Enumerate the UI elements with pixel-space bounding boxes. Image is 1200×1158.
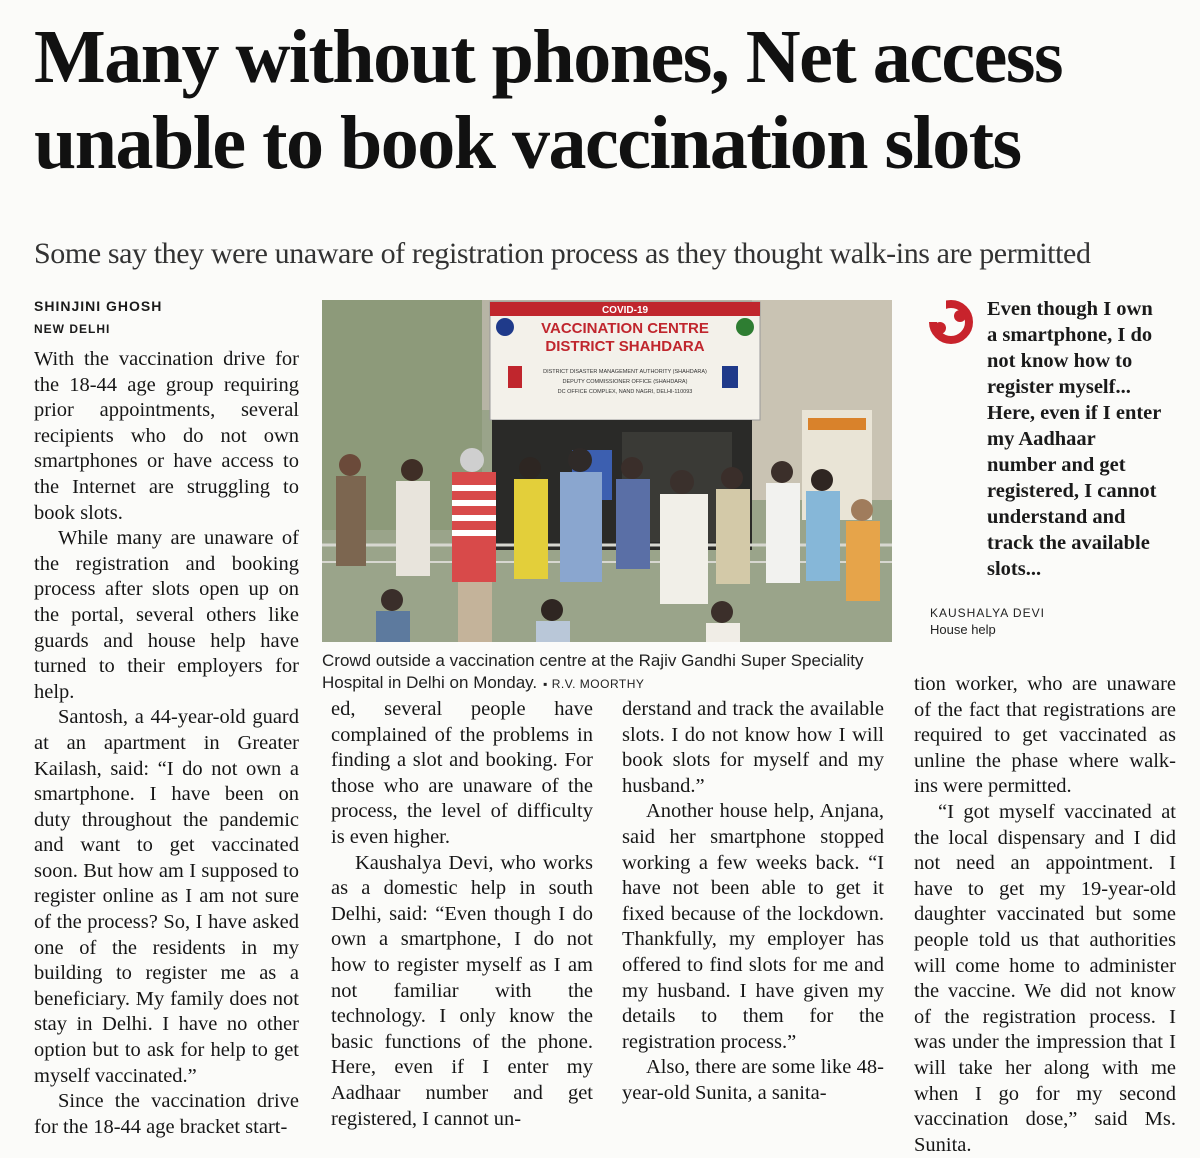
article-column-2 (331, 697, 593, 1132)
paragraph: Santosh, a 44-year-old guard at an apartment in Greater Kailash, said: “I do not own a smartphone. I have been on duty throughout the pandemic and want to get vaccinated soon. But how am I supposed to register online as I am not sure of the process? So, I have asked one of the residents in my building to register me as a beneficiary. My family does not stay in Delhi. I have no other option but to ask for help to get myself vaccinated.” (34, 706, 299, 1087)
sign-top: COVID-19 (601, 305, 649, 316)
pull-quote-role: House help (930, 622, 996, 637)
headline-line-2: unable to book vaccination slots (34, 101, 1021, 185)
article-column-4 (914, 672, 1176, 1158)
dateline: NEW DELHI (34, 322, 111, 336)
paragraph: Since the vaccination drive for the 18-44 age bracket start- (34, 1090, 299, 1138)
quote-mark-icon (928, 300, 974, 344)
paragraph: ed, several people have complained of the problems in finding a slot and booking. For those who are unaware of the process, the level of difficulty is even higher. (331, 698, 593, 848)
paragraph: While many are unaware of the registration and booking process after slots open up on the portal, several others like guards and house help have turned to their employers for help. (34, 527, 299, 703)
headline-line-1: Many without phones, Net access (34, 15, 1063, 99)
pull-quote-name: KAUSHALYA DEVI (930, 606, 1045, 620)
pull-quote: Even though I own a smartphone, I do not know how to register myself... Here, even if I enter my Aadhaar number and get registered, I cannot understand and track the available slots... (987, 298, 1161, 580)
photo-credit: ▪ R.V. MOORTHY (543, 677, 645, 691)
sign-line-2: DISTRICT SHAHDARA (545, 338, 705, 355)
paragraph: With the vaccination drive for the 18-44 age group requiring prior appointments, several recipients who do not own smartphones or have access to the Internet are struggling to book slots. (34, 348, 299, 524)
vaccination-centre-photo (322, 300, 892, 642)
article-column-3 (622, 697, 884, 1107)
headline (34, 14, 1174, 186)
article-column-1 (34, 347, 299, 1140)
news-photo (322, 300, 892, 642)
paragraph: tion worker, who are unaware of the fact that registrations are required to get vaccinated as unline the phase where walk-ins were permitted. (914, 673, 1176, 798)
sign-small-1: DISTRICT DISASTER MANAGEMENT AUTHORITY (SHAHDARA) (543, 369, 707, 375)
subheadline: Some say they were unaware of registration process as they thought walk-ins are permitted (34, 237, 1091, 270)
sign-small-3: DC OFFICE COMPLEX, NAND NAGRI, DELHI-110093 (557, 389, 693, 395)
caption-text: Crowd outside a vaccination centre at the Rajiv Gandhi Super Speciality Hospital in Delhi on Monday. (322, 651, 864, 692)
paragraph: Kaushalya Devi, who works as a domestic help in south Delhi, said: “Even though I do own a smartphone, I do not how to register myself as I am not familiar with the technology. I only know the basic functions of the phone. Here, even if I enter my Aadhaar number and get registered, I cannot un- (331, 851, 593, 1130)
sign-line-1: VACCINATION CENTRE (541, 320, 709, 337)
paragraph: “I got myself vaccinated at the local dispensary and I did not need an appointment. I have to get my 19-year-old daughter vaccinated but some people told us that authorities will come home to administer the vaccine. We did not know of the registration process. I was under the impression that I will take her along with me when I go for my second vaccination dose,” said Ms. Sunita. (914, 800, 1176, 1156)
photo-caption (322, 650, 902, 695)
paragraph: Another house help, Anjana, said her smartphone stopped working a few weeks back. “I have not been able to get it fixed because of the lockdown. Thankfully, my employer has offered to find slots for me and my husband. I have given my details to them for the registration process.” (622, 800, 884, 1053)
paragraph: derstand and track the available slots. I do not know how I will book slots for myself and my husband.” (622, 698, 884, 797)
paragraph: Also, there are some like 48-year-old Sunita, a sanita- (622, 1056, 884, 1104)
byline: SHINJINI GHOSH (34, 298, 163, 314)
sign-small-2: DEPUTY COMMISSIONER OFFICE (SHAHDARA) (562, 379, 688, 385)
